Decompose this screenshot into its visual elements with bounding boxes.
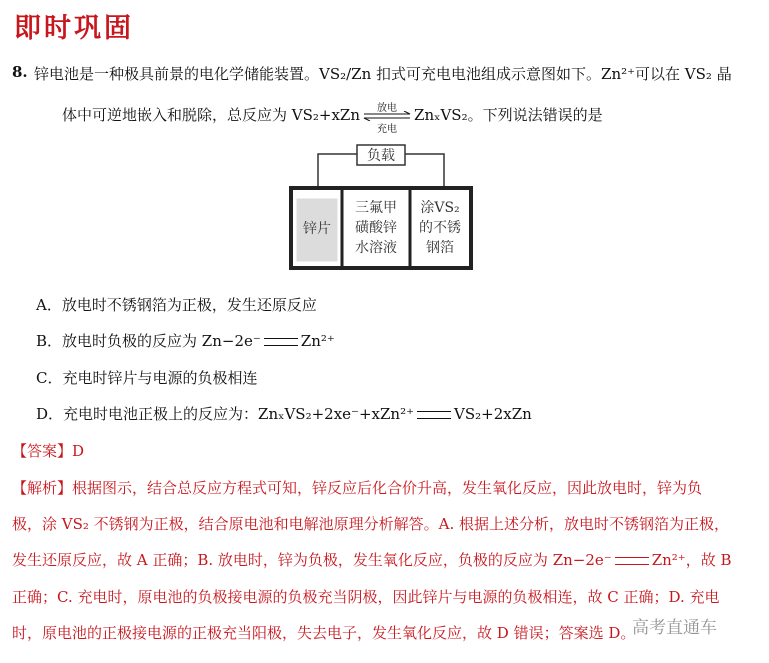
option-d-start: D．充电时电池正极上的反应为：ZnₓVS₂+2xe⁻+xZn²⁺: [36, 405, 414, 423]
load-label: 负载: [367, 148, 395, 164]
equals-sign: [264, 338, 298, 346]
section-banner: 即时巩固: [14, 13, 134, 44]
question-line-2-start: 体中可逆地嵌入和脱除，总反应为 VS₂+xZn: [62, 106, 361, 124]
question-line-2: [62, 103, 603, 135]
question-line-1: 锌电池是一种极具前景的电化学储能装置。VS₂/Zn 扣式可充电电池组成示意图如下。Zn²⁺可以在 VS₂ 晶: [34, 65, 732, 83]
explanation-line-5: 时，原电池的正极接电源的正极充当阳极，失去电子，发生氧化反应，故 D 错误；答案选 D。: [12, 624, 636, 642]
cathode-line-1: 涂VS₂: [420, 200, 460, 216]
cathode-line-2: 的不锈: [419, 220, 461, 236]
question-number: 8.: [12, 63, 28, 81]
explanation-line-3-start: 发生还原反应，故 A 正确；B. 放电时，锌为负极，发生氧化反应，负极的反应为 Zn−2e⁻: [12, 551, 612, 569]
arrow-label-charge: 充电: [377, 124, 398, 135]
reversible-arrow: [362, 103, 412, 135]
electrolyte-line-3: 水溶液: [355, 240, 397, 256]
electrolyte-line-1: 三氟甲: [355, 200, 397, 216]
option-a: A．放电时不锈钢箔为正极，发生还原反应: [36, 296, 317, 314]
equals-sign: [417, 411, 451, 419]
explanation-line-4: 正确；C. 充电时，原电池的负极接电源的负极充当阴极，因此锌片与电源的负极相连，故 C 正确；D. 充电: [12, 588, 720, 606]
battery-diagram: [288, 140, 474, 272]
explanation-line-1: 【解析】根据图示，结合总反应方程式可知，锌反应后化合价升高，发生氧化反应，因此放电时，锌为负: [12, 479, 703, 497]
option-b-start: B．放电时负极的反应为 Zn−2e⁻: [36, 332, 261, 350]
explanation-line-3: [12, 549, 732, 570]
electrolyte-line-2: 磺酸锌: [355, 220, 397, 236]
option-c: C．充电时锌片与电源的负极相连: [36, 369, 258, 387]
watermark: 高考直通车: [632, 618, 717, 638]
equals-sign: [615, 557, 649, 565]
question-line-2-end: ZnₓVS₂。下列说法错误的是: [414, 106, 603, 124]
arrow-label-discharge: 放电: [377, 103, 398, 114]
explanation-line-2: 极，涂 VS₂ 不锈钢为正极，结合原电池和电解池原理分析解答。A. 根据上述分析，放电时不锈钢箔为正极，: [12, 515, 730, 533]
cathode-line-3: 钢箔: [426, 240, 454, 256]
option-b: [36, 330, 335, 351]
zinc-label: 锌片: [303, 221, 331, 237]
option-b-end: Zn²⁺: [300, 332, 335, 350]
option-d-end: VS₂+2xZn: [454, 405, 532, 423]
explanation-line-3-end: Zn²⁺，故 B: [651, 551, 732, 569]
answer: 【答案】D: [12, 442, 85, 460]
option-d: [36, 403, 532, 424]
